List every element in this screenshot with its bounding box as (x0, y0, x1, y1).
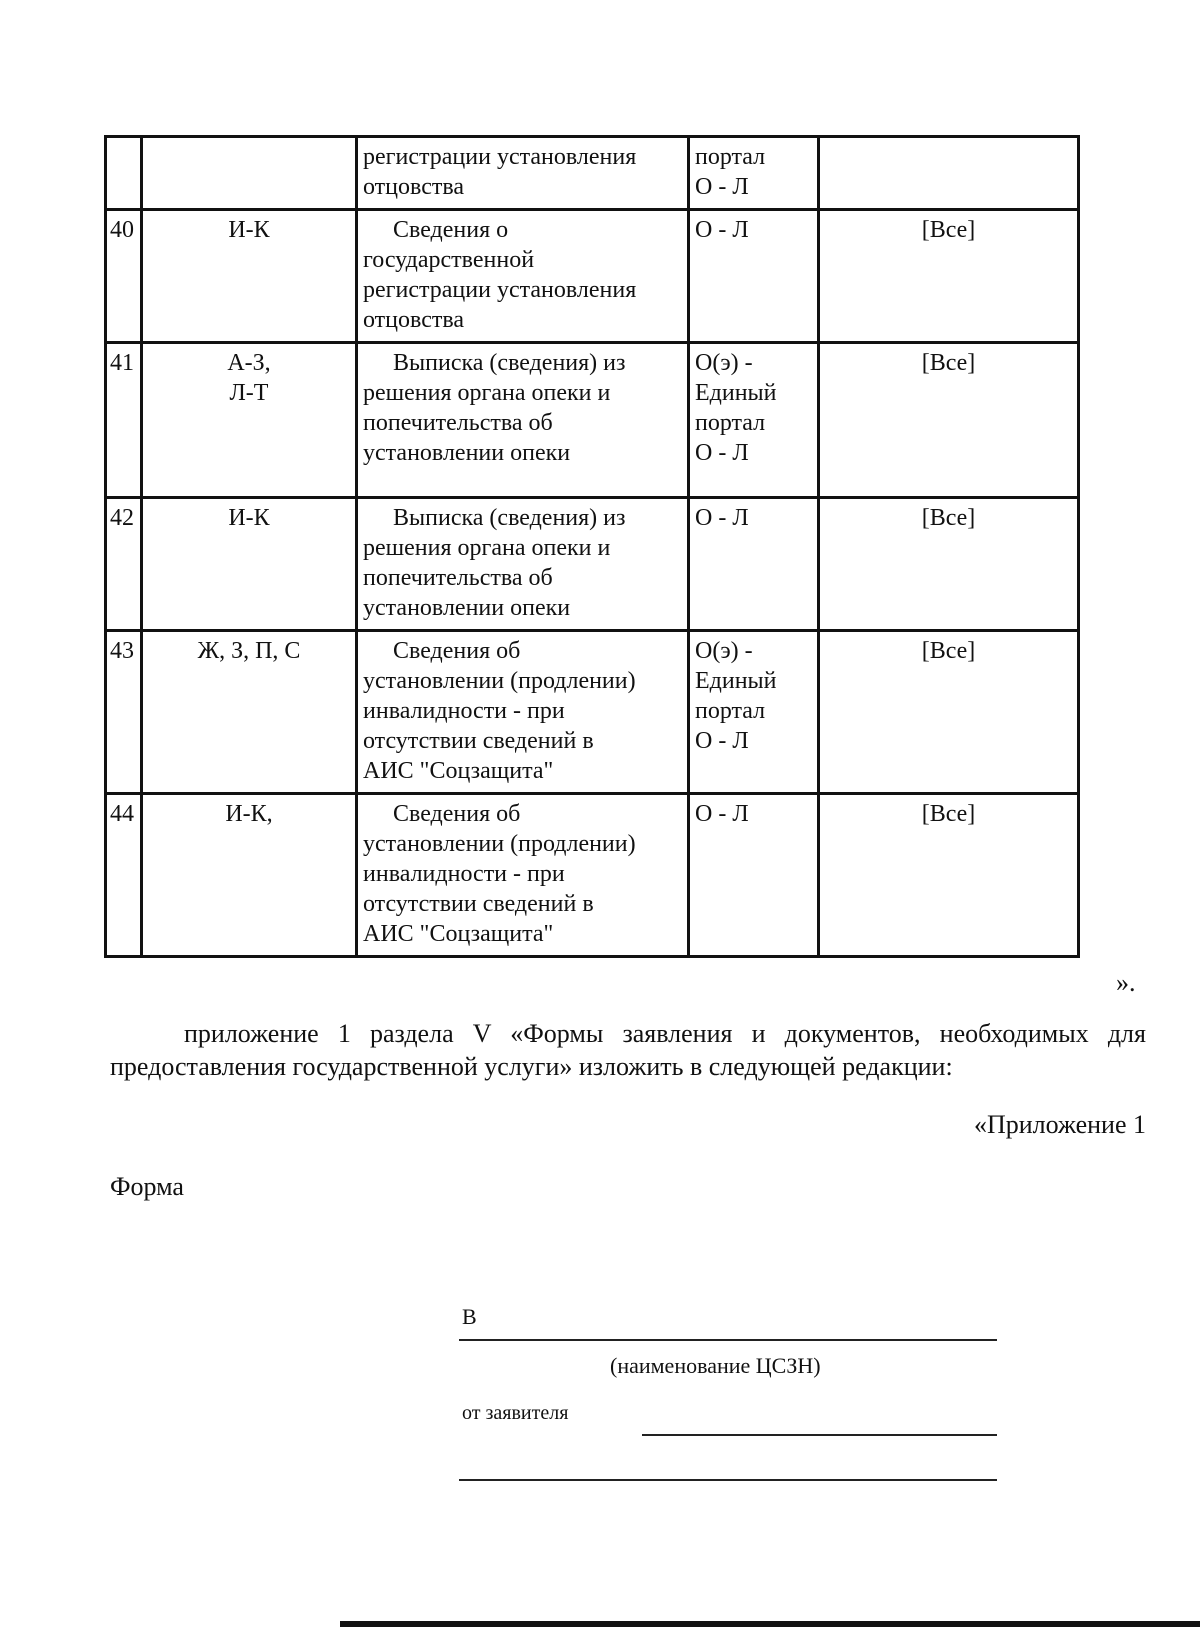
document-name-line: регистрации установления (363, 277, 637, 303)
document-name-line: государственной (363, 247, 535, 273)
row-scope: [Все] (819, 210, 1079, 343)
row-scope: [Все] (819, 631, 1079, 794)
submission-type-line: О(э) - (695, 350, 753, 376)
applicant-label: от заявителя (462, 1402, 569, 1424)
row-code: И-К, (142, 794, 357, 957)
row-number: 44 (106, 794, 142, 957)
submission-type-line: Единый (695, 380, 777, 406)
row-code (142, 137, 357, 210)
amendment-paragraph (110, 1017, 1146, 1083)
row-document-name (357, 631, 689, 794)
table-row (106, 631, 1079, 794)
appendix-label: «Приложение 1 (973, 1110, 1146, 1139)
submission-type-line: О - Л (695, 217, 749, 243)
row-submission-type (689, 210, 819, 343)
row-document-name (357, 210, 689, 343)
row-number: 40 (106, 210, 142, 343)
row-document-name (357, 498, 689, 631)
document-name-line: установлении опеки (363, 595, 571, 621)
document-name-line: АИС "Соцзащита" (363, 758, 554, 784)
submission-type-line: портал (695, 410, 766, 436)
row-code (142, 343, 357, 498)
document-name-line: попечительства об (363, 410, 553, 436)
row-scope: [Все] (819, 498, 1079, 631)
document-name-line: отсутствии сведений в (363, 728, 594, 754)
document-name-line: установлении (продлении) (363, 831, 636, 857)
document-name-line: установлении опеки (363, 440, 571, 466)
submission-type-line: О - Л (695, 440, 749, 466)
document-name-line: попечительства об (363, 565, 553, 591)
row-code-line: Л-Т (229, 380, 269, 406)
page-edge-bar (340, 1621, 1200, 1627)
paragraph-line-1: приложение 1 раздела V «Формы заявления и документов, необходимых для (184, 1019, 1146, 1048)
row-document-name (357, 137, 689, 210)
recipient-label: В (462, 1304, 477, 1329)
form-label: Форма (110, 1172, 184, 1201)
paragraph-line-2: предоставления государственной услуги» изложить в следующей редакции: (110, 1052, 953, 1081)
row-code-line: А-З, (227, 350, 271, 376)
document-name-line: инвалидности - при (363, 698, 565, 724)
document-name-line: решения органа опеки и (363, 380, 611, 406)
row-submission-type (689, 498, 819, 631)
applicant-line-2 (459, 1479, 997, 1481)
document-name-line: Сведения о (393, 217, 509, 243)
document-name-line: регистрации установления (363, 144, 637, 170)
row-number: 43 (106, 631, 142, 794)
submission-type-line: О - Л (695, 728, 749, 754)
document-name-line: решения органа опеки и (363, 535, 611, 561)
table-row (106, 498, 1079, 631)
row-submission-type (689, 137, 819, 210)
row-number (106, 137, 142, 210)
submission-type-line: портал (695, 144, 766, 170)
row-scope: [Все] (819, 794, 1079, 957)
table-row (106, 794, 1079, 957)
document-name-line: АИС "Соцзащита" (363, 921, 554, 947)
row-submission-type (689, 631, 819, 794)
table-row (106, 137, 1079, 210)
row-scope (819, 137, 1079, 210)
submission-type-line: О - Л (695, 174, 749, 200)
row-code: Ж, З, П, С (142, 631, 357, 794)
table-row (106, 210, 1079, 343)
submission-type-line: портал (695, 698, 766, 724)
document-name-line: Сведения об (393, 801, 521, 827)
document-name-line: Выписка (сведения) из (393, 350, 626, 376)
row-code: И-К (142, 210, 357, 343)
row-submission-type (689, 794, 819, 957)
submission-type-line: О(э) - (695, 638, 753, 664)
document-name-line: отцовства (363, 307, 465, 333)
row-submission-type (689, 343, 819, 498)
document-name-line: отцовства (363, 174, 465, 200)
submission-type-line: Единый (695, 668, 777, 694)
row-code: И-К (142, 498, 357, 631)
submission-type-line: О - Л (695, 505, 749, 531)
row-document-name (357, 794, 689, 957)
document-name-line: установлении (продлении) (363, 668, 636, 694)
document-name-line: Выписка (сведения) из (393, 505, 626, 531)
row-scope: [Все] (819, 343, 1079, 498)
csz-caption: (наименование ЦСЗН) (610, 1353, 821, 1378)
submission-type-line: О - Л (695, 801, 749, 827)
table-row (106, 343, 1079, 498)
closing-quote: ». (1116, 968, 1136, 997)
applicant-line-1 (642, 1434, 997, 1436)
document-name-line: Сведения об (393, 638, 521, 664)
recipient-line (459, 1339, 997, 1341)
row-document-name (357, 343, 689, 498)
document-name-line: инвалидности - при (363, 861, 565, 887)
documents-table (104, 135, 1080, 958)
document-name-line: отсутствии сведений в (363, 891, 594, 917)
row-number: 42 (106, 498, 142, 631)
row-number: 41 (106, 343, 142, 498)
